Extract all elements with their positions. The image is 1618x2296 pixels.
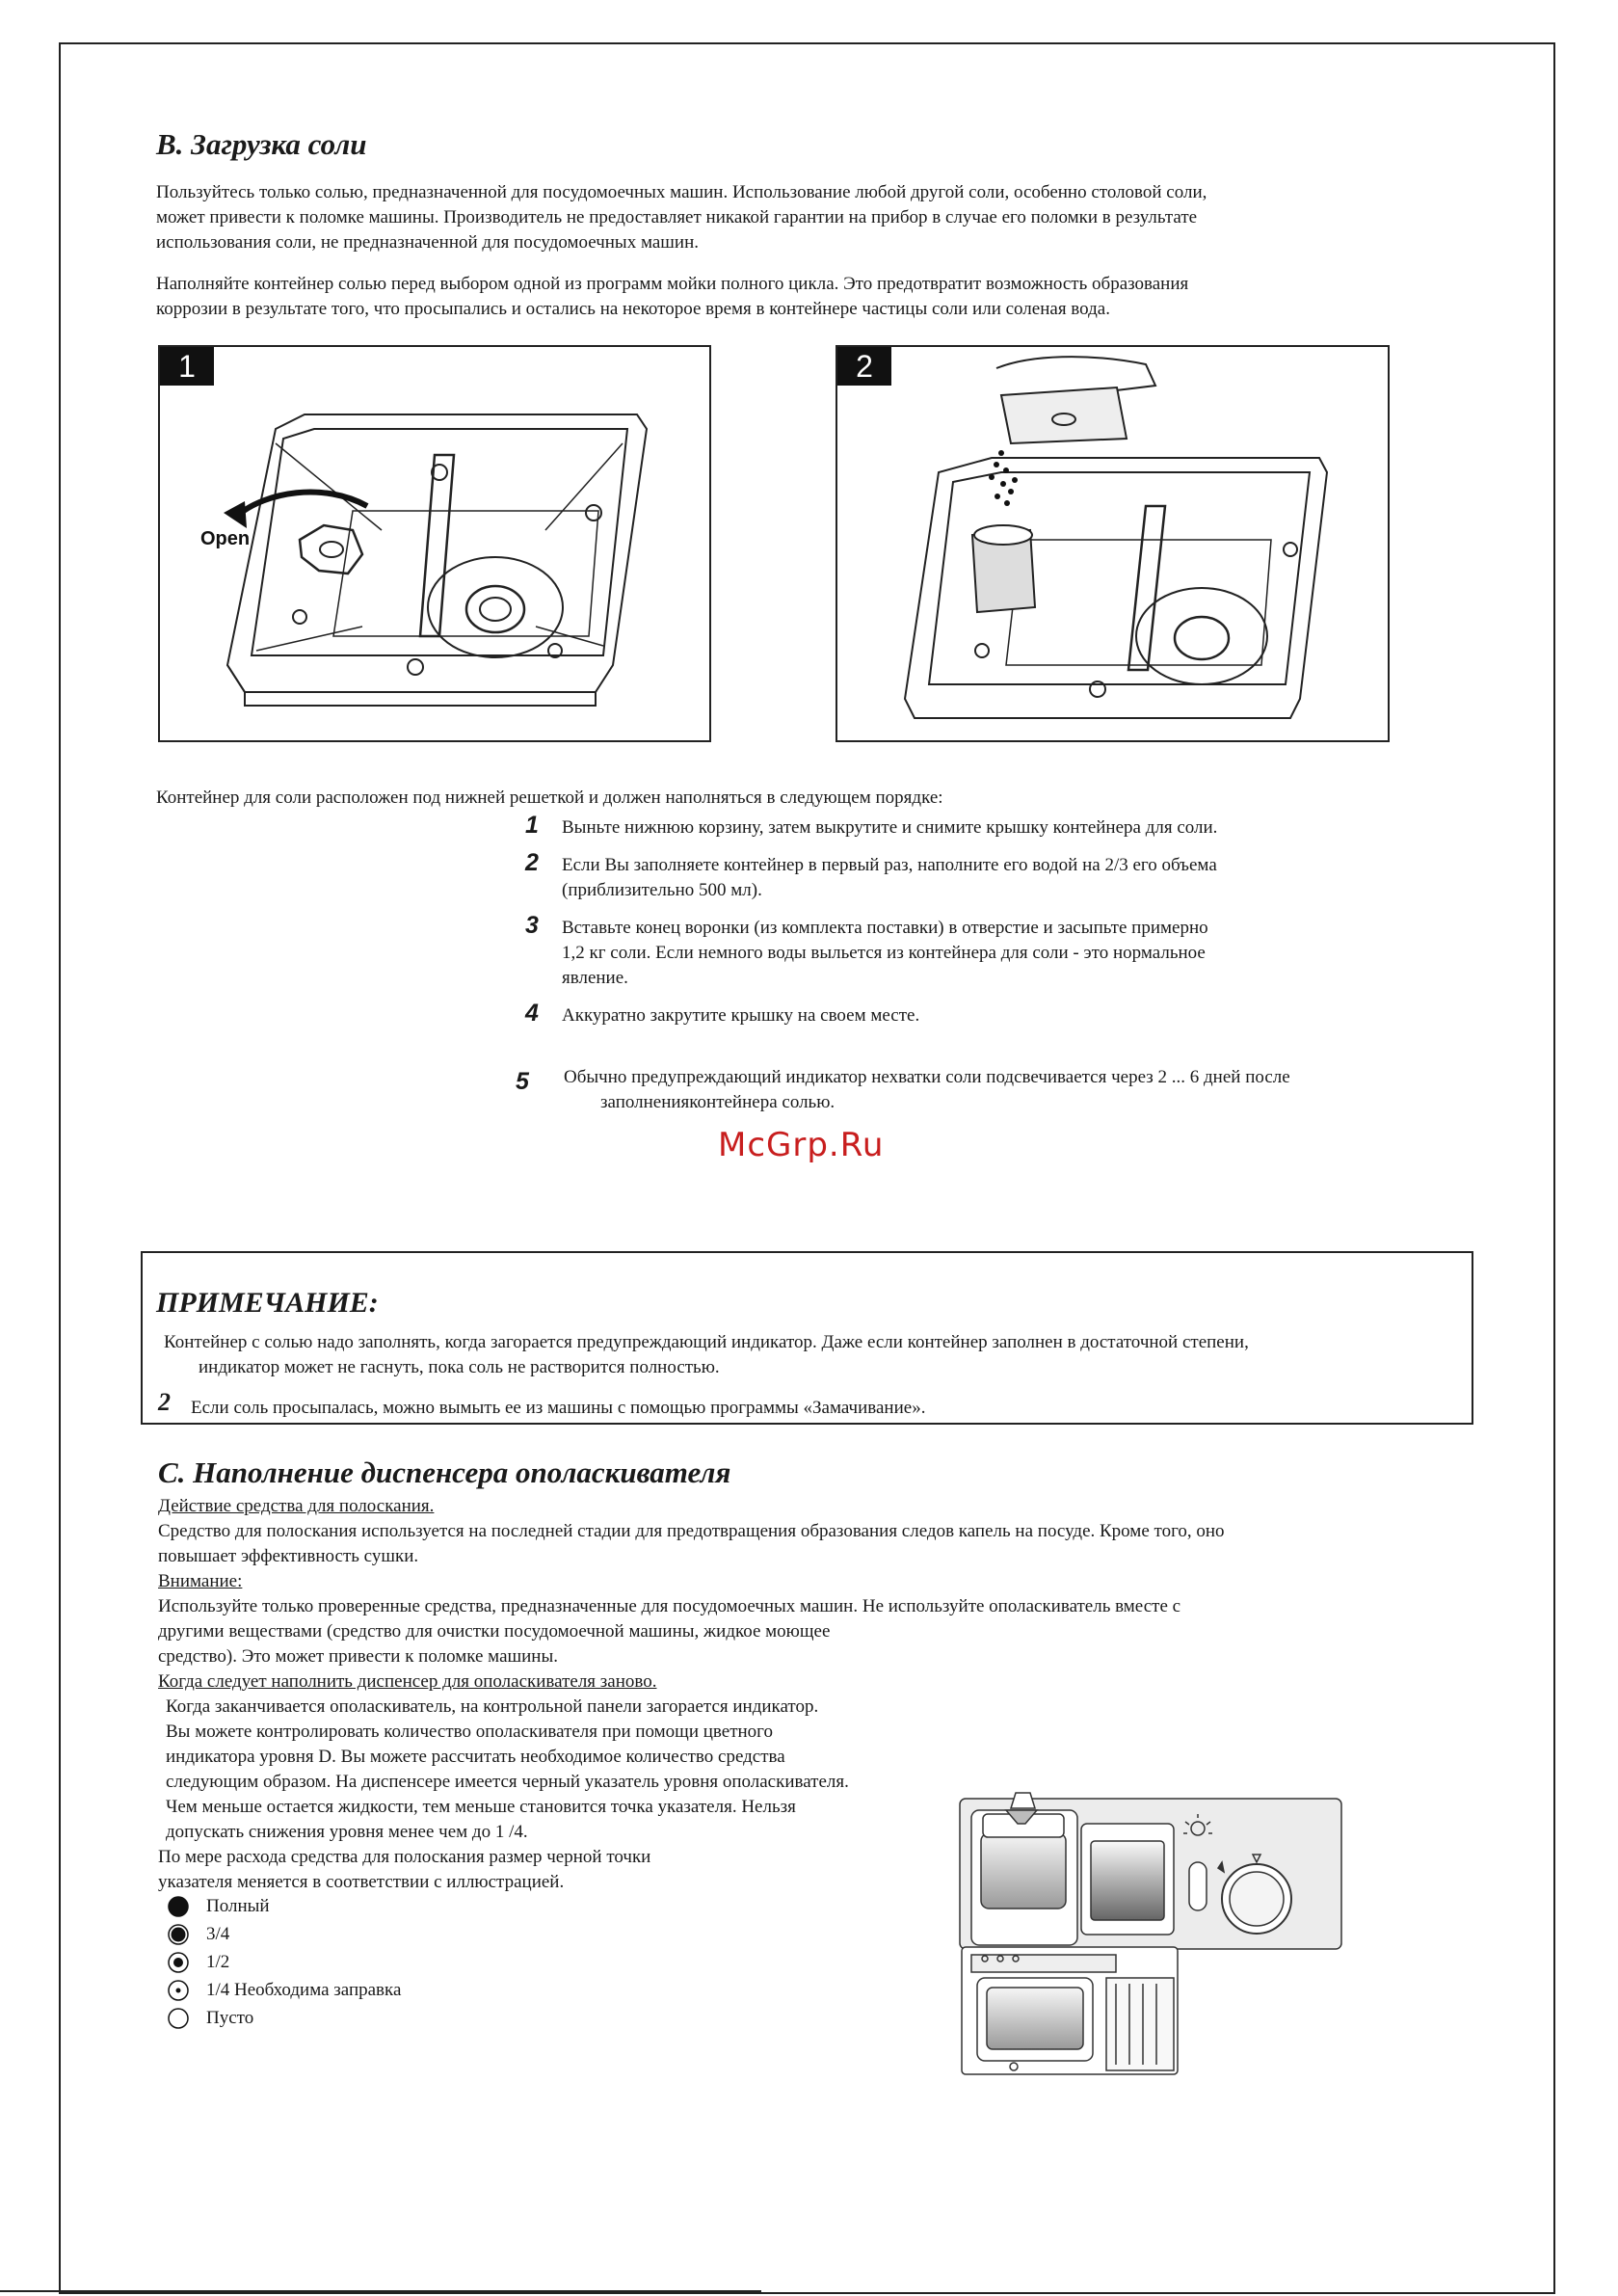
- para-line: использования соли, не предназначенной для посудомоечных машин.: [156, 232, 699, 253]
- step-line: Аккуратно закрутите крышку на своем месте.: [562, 1005, 920, 1026]
- para-line: допускать снижения уровня менее чем до 1 /4.: [166, 1822, 528, 1842]
- legend-label: 1/4 Необходима заправка: [206, 1980, 402, 2000]
- level-dot-icon: [168, 1924, 189, 1945]
- step-number: 3: [525, 912, 539, 939]
- para-line: Пользуйтесь только солью, предназначенной для посудомоечных машин. Использование любой другой соли, особенно столовой соли,: [156, 182, 1207, 202]
- level-dot-icon: [168, 1952, 189, 1973]
- legend-label: 1/2: [206, 1952, 230, 1972]
- step-line: Обычно предупреждающий индикатор нехватки соли подсвечивается через 2 ... 6 дней после: [564, 1067, 1290, 1087]
- step-text: [562, 916, 1208, 991]
- step-line: явление.: [562, 968, 628, 988]
- salt-container-illustration: [160, 347, 709, 740]
- note-item-number: 2: [158, 1388, 171, 1416]
- para-line: другими веществами (средство для очистки посудомоечной машины, жидкое моющее: [158, 1621, 831, 1642]
- para-line: индикатора уровня D. Вы можете рассчитать необходимое количество средства: [166, 1747, 785, 1767]
- step-number: 4: [525, 1000, 539, 1027]
- step-line: Если Вы заполняете контейнер в первый раз, наполните его водой на 2/3 его объема: [562, 855, 1217, 875]
- step-text: [564, 1065, 1290, 1115]
- para-line: Чем меньше остается жидкости, тем меньше становится точка указателя. Нельзя: [166, 1797, 796, 1817]
- note-box: [141, 1251, 1473, 1425]
- subheading: Когда следует наполнить диспенсер для ополаскивателя заново.: [158, 1671, 657, 1692]
- subheading: Внимание:: [158, 1571, 243, 1591]
- para-line: Когда заканчивается ополаскиватель, на контрольной панели загорается индикатор.: [166, 1696, 819, 1717]
- para-line: указателя меняется в соответствии с иллюстрацией.: [158, 1872, 565, 1892]
- legend-label: Пусто: [206, 2008, 254, 2028]
- steps-intro: Контейнер для соли расположен под нижней решеткой и должен наполняться в следующем порядке:: [156, 788, 943, 808]
- para-line: может привести к поломке машины. Производитель не предоставляет никакой гарантии на прибор в случае его поломки в результате: [156, 207, 1198, 227]
- step-line: заполненияконтейнера солью.: [600, 1092, 836, 1112]
- level-dot-icon: [168, 1980, 189, 2001]
- note-item-text: Если соль просыпалась, можно вымыть ее из машины с помощью программы «Замачивание».: [191, 1398, 926, 1418]
- section-c-title: C. Наполнение диспенсера ополаскивателя: [158, 1455, 731, 1489]
- para-line: коррозии в результате того, что просыпались и остались на некоторое время в контейнере частицы соли или соленая вода.: [156, 299, 1110, 319]
- level-dot-icon: [168, 1896, 189, 1917]
- legend-label: 3/4: [206, 1924, 230, 1944]
- para-line: Наполняйте контейнер солью перед выбором одной из программ мойки полного цикла. Это предотвратит возможность образования: [156, 274, 1189, 294]
- section-b-title: B. Загрузка соли: [156, 127, 367, 161]
- para-line: повышает эффективность сушки.: [158, 1546, 419, 1566]
- open-label: Open: [200, 528, 251, 549]
- note-line: индикатор может не гаснуть, пока соль не растворится полностью.: [199, 1357, 720, 1377]
- step-number: 1: [525, 812, 539, 839]
- para-line: средство). Это может привести к поломке машины.: [158, 1646, 558, 1667]
- rinse-dispenser-illustration: [958, 1785, 1351, 2082]
- watermark: McGrp.Ru: [718, 1126, 885, 1164]
- level-dot-icon: [168, 2008, 189, 2029]
- figure-number: 2: [837, 347, 891, 386]
- para-line: Средство для полоскания используется на последней стадии для предотвращения образования следов капель на посуде. Кроме того, оно: [158, 1521, 1225, 1541]
- section-c-body: [158, 1494, 1469, 1695]
- note-line: Контейнер с солью надо заполнять, когда загорается предупреждающий индикатор. Даже если контейнер заполнен в достаточной степени,: [164, 1332, 1249, 1352]
- footer-rule: [0, 2290, 761, 2292]
- figure-2: [836, 345, 1390, 742]
- salt-filling-illustration: [837, 347, 1388, 740]
- step-text: [562, 853, 1217, 903]
- subheading: Действие средства для полоскания.: [158, 1496, 435, 1516]
- para-line: следующим образом. На диспенсере имеется черный указатель уровня ополаскивателя.: [166, 1772, 849, 1792]
- step-number: 5: [516, 1068, 529, 1095]
- section-b-para2: [156, 272, 1447, 322]
- step-text: [562, 815, 1217, 841]
- note-title: ПРИМЕЧАНИЕ:: [156, 1287, 379, 1319]
- legend-label: Полный: [206, 1896, 270, 1916]
- para-line: Вы можете контролировать количество ополаскивателя при помощи цветного: [166, 1722, 773, 1742]
- step-line: Вставьте конец воронки (из комплекта поставки) в отверстие и засыпьте примерно: [562, 918, 1208, 938]
- step-line: 1,2 кг соли. Если немного воды выльется из контейнера для соли - это нормальное: [562, 943, 1206, 963]
- section-b-para1: [156, 180, 1447, 255]
- step-line: (приблизительно 500 мл).: [562, 880, 762, 900]
- step-text: [562, 1003, 919, 1028]
- figure-number: 1: [160, 347, 214, 386]
- step-number: 2: [525, 849, 539, 876]
- para-line: По мере расхода средства для полоскания размер черной точки: [158, 1847, 651, 1867]
- step-line: Выньте нижнюю корзину, затем выкрутите и снимите крышку контейнера для соли.: [562, 817, 1218, 838]
- refill-instructions: [166, 1695, 1014, 1845]
- refill-tail: [158, 1845, 833, 1895]
- figure-1: [158, 345, 711, 742]
- para-line: Используйте только проверенные средства, предназначенные для посудомоечных машин. Не используйте ополаскиватель вместе с: [158, 1596, 1181, 1616]
